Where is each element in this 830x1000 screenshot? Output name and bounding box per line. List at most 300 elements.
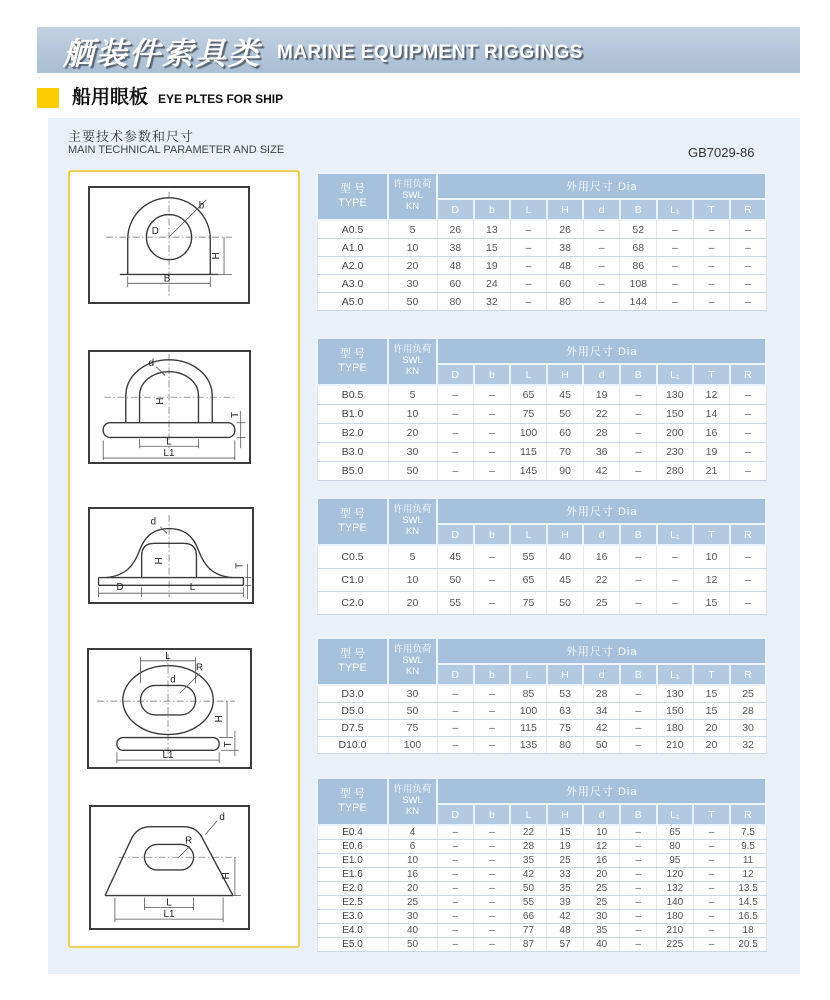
dim-cell: – (730, 385, 767, 405)
dim-group-header: 外用尺寸 Dia (437, 638, 766, 664)
dim-cell: 18 (730, 924, 767, 938)
type-cell: E3.0 (317, 910, 388, 924)
dim-cell: 6 (388, 840, 437, 854)
dim-cell: – (730, 405, 767, 424)
dim-cell: – (620, 854, 657, 868)
col-L: L (510, 364, 547, 385)
dim-label-D: D (151, 226, 159, 238)
swl-line-zh: 许用负荷 (393, 784, 432, 796)
dim-cell: 5 (388, 545, 437, 569)
dim-cell: – (474, 569, 511, 592)
yellow-bullet-icon (37, 88, 59, 108)
type-cell: D3.0 (317, 685, 388, 703)
col-R: R (730, 199, 767, 220)
dim-cell: – (693, 239, 730, 257)
dim-label-T: T (234, 562, 246, 569)
dim-cell: – (730, 424, 767, 443)
type-header (317, 173, 388, 220)
type-header (317, 338, 388, 385)
dim-cell: 35 (510, 854, 547, 868)
type-cell: D5.0 (317, 703, 388, 720)
col-T: T (693, 664, 730, 685)
spec-row (317, 825, 766, 840)
dim-cell: – (657, 592, 694, 615)
dim-cell: – (620, 868, 657, 882)
col-D: D (437, 664, 474, 685)
col-L: L (510, 199, 547, 220)
spec-row (317, 910, 766, 924)
banner-title-zh: 舾装件索具类 (63, 35, 261, 71)
swl-line-unit: KN (405, 200, 420, 212)
spec-table-c (316, 497, 767, 615)
dim-label-L: L (189, 582, 196, 594)
dim-cell: 75 (547, 720, 584, 737)
dim-cell: – (510, 220, 547, 239)
dim-cell: 60 (437, 275, 474, 293)
type-cell: E2.5 (317, 896, 388, 910)
dim-cell: – (693, 924, 730, 938)
col-b: b (474, 664, 511, 685)
dim-cell: – (474, 924, 511, 938)
col-D: D (437, 199, 474, 220)
dim-cell: 25 (547, 854, 584, 868)
dim-cell: 40 (547, 545, 584, 569)
swl-line-en: SWL (402, 190, 423, 202)
table-b-body (317, 385, 766, 481)
dim-cell: – (437, 868, 474, 882)
dim-cell: 230 (657, 443, 694, 462)
dim-label-H: H (221, 872, 233, 880)
dim-cell: – (583, 239, 620, 257)
type-header-zh: 型 号 (339, 647, 366, 660)
dim-cell: 15 (693, 592, 730, 615)
eye-plate-b-drawing (90, 352, 249, 462)
dim-cell: 22 (583, 405, 620, 424)
swl-line-zh: 许用负荷 (393, 179, 432, 191)
dim-cell: 30 (730, 720, 767, 737)
type-cell: B3.0 (317, 443, 388, 462)
dim-cell: – (657, 569, 694, 592)
dim-cell: – (474, 405, 511, 424)
dim-cell: 26 (547, 220, 584, 239)
dim-label-H: H (155, 397, 167, 405)
swl-line-en: SWL (402, 655, 423, 667)
dim-cell: – (437, 825, 474, 840)
table-a-body (317, 220, 766, 311)
dim-cell: 32 (474, 293, 511, 311)
dim-cell: – (620, 703, 657, 720)
dim-cell: 14.5 (730, 896, 767, 910)
dim-cell: 100 (510, 703, 547, 720)
type-header-en: TYPE (338, 361, 367, 374)
dim-label-R: R (185, 835, 193, 847)
col-b: b (474, 524, 511, 545)
dim-cell: 120 (657, 868, 694, 882)
dim-cell: – (693, 257, 730, 275)
col-L1: L₁ (657, 804, 694, 825)
dim-cell: – (474, 720, 511, 737)
dim-cell: 10 (583, 825, 620, 840)
diagram-type-a (88, 186, 250, 304)
swl-line-unit: KN (405, 525, 420, 537)
type-cell: C1.0 (317, 569, 388, 592)
dim-cell: – (474, 443, 511, 462)
dim-cell: 25 (388, 896, 437, 910)
dim-cell: 85 (510, 685, 547, 703)
dim-cell: 12 (583, 840, 620, 854)
type-cell: E0.6 (317, 840, 388, 854)
type-cell: B0.5 (317, 385, 388, 405)
table-b-header (317, 338, 766, 385)
dim-cell: 20 (388, 592, 437, 615)
standard-code: GB7029-86 (688, 145, 755, 160)
dim-cell: 50 (388, 938, 437, 952)
dim-cell: 16 (693, 424, 730, 443)
dim-cell: 15 (474, 239, 511, 257)
dim-cell: – (437, 854, 474, 868)
dim-cell: 5 (388, 220, 437, 239)
spec-row (317, 896, 766, 910)
dim-cell: – (657, 220, 694, 239)
type-header-zh: 型 号 (339, 787, 366, 800)
dim-cell: – (730, 257, 767, 275)
dim-cell: 52 (620, 220, 657, 239)
type-cell: B1.0 (317, 405, 388, 424)
table-d-body (317, 685, 766, 754)
dim-cell: 50 (510, 882, 547, 896)
dim-cell: – (620, 545, 657, 569)
col-L: L (510, 524, 547, 545)
dim-cell: – (620, 910, 657, 924)
type-header (317, 498, 388, 545)
dim-cell: – (510, 257, 547, 275)
dim-cell: 225 (657, 938, 694, 952)
dim-cell: 25 (583, 882, 620, 896)
dim-cell: 10 (388, 854, 437, 868)
dim-cell: 40 (583, 938, 620, 952)
col-L1: L₁ (657, 524, 694, 545)
col-d: d (583, 199, 620, 220)
dim-cell: 20.5 (730, 938, 767, 952)
spec-row (317, 720, 766, 737)
dim-group-header: 外用尺寸 Dia (437, 778, 766, 804)
dim-cell: 140 (657, 896, 694, 910)
col-R: R (730, 664, 767, 685)
diagram-type-b (88, 350, 251, 464)
dim-cell: 20 (388, 257, 437, 275)
dim-cell: 180 (657, 720, 694, 737)
dim-cell: 28 (730, 703, 767, 720)
dim-cell: – (474, 545, 511, 569)
dim-cell: 22 (583, 569, 620, 592)
spec-row (317, 424, 766, 443)
dim-cell: – (657, 239, 694, 257)
dim-cell: 70 (547, 443, 584, 462)
eye-plate-a-drawing (90, 188, 248, 302)
dim-label-d: d (148, 357, 155, 369)
dim-cell: 42 (510, 868, 547, 882)
type-cell: A0.5 (317, 220, 388, 239)
dim-cell: 32 (730, 737, 767, 754)
spec-row (317, 220, 766, 239)
dim-cell: – (620, 720, 657, 737)
col-D: D (437, 804, 474, 825)
dim-cell: – (730, 569, 767, 592)
type-header (317, 638, 388, 685)
type-header-en: TYPE (338, 661, 367, 674)
dim-cell: – (474, 462, 511, 481)
type-cell: A5.0 (317, 293, 388, 311)
dim-cell: 86 (620, 257, 657, 275)
dim-cell: 45 (547, 385, 584, 405)
spec-row (317, 443, 766, 462)
spec-row (317, 239, 766, 257)
dim-cell: 150 (657, 703, 694, 720)
dim-cell: – (657, 545, 694, 569)
col-H: H (547, 664, 584, 685)
dim-cell: 10 (388, 405, 437, 424)
dim-cell: – (474, 825, 511, 840)
spec-row (317, 462, 766, 481)
spec-row (317, 938, 766, 952)
dim-cell: 20 (693, 737, 730, 754)
dim-cell: 38 (437, 239, 474, 257)
diagram-type-c (88, 507, 254, 604)
dim-cell: 55 (437, 592, 474, 615)
section-title-zh: 船用眼板 (72, 87, 149, 108)
dim-cell: – (730, 462, 767, 481)
dim-cell: 42 (583, 720, 620, 737)
dim-cell: 130 (657, 685, 694, 703)
col-R: R (730, 364, 767, 385)
dim-cell: 80 (657, 840, 694, 854)
type-header-en: TYPE (338, 196, 367, 209)
dim-cell: 87 (510, 938, 547, 952)
dim-cell: 50 (547, 405, 584, 424)
dim-cell: 11 (730, 854, 767, 868)
dim-cell: – (474, 840, 511, 854)
dim-cell: 16 (583, 545, 620, 569)
dim-cell: – (583, 293, 620, 311)
col-H: H (547, 804, 584, 825)
dim-cell: – (583, 275, 620, 293)
dim-cell: – (620, 882, 657, 896)
spec-row (317, 854, 766, 868)
dim-cell: 30 (388, 685, 437, 703)
dim-cell: 15 (693, 703, 730, 720)
spec-row (317, 275, 766, 293)
dim-label-R: R (195, 662, 204, 674)
dim-cell: – (620, 424, 657, 443)
dim-label-T: T (229, 411, 241, 418)
col-T: T (693, 199, 730, 220)
dim-cell: – (583, 257, 620, 275)
dim-label-T: T (222, 741, 234, 748)
dim-label-H: H (214, 715, 226, 723)
type-cell: E5.0 (317, 938, 388, 952)
dim-cell: 19 (547, 840, 584, 854)
dim-cell: – (620, 825, 657, 840)
swl-header (388, 498, 437, 545)
dim-cell: 115 (510, 443, 547, 462)
dim-cell: 80 (547, 293, 584, 311)
col-D: D (437, 364, 474, 385)
dim-label-L: L (166, 436, 172, 448)
dim-cell: 75 (388, 720, 437, 737)
dim-cell: – (437, 703, 474, 720)
dim-cell: – (730, 275, 767, 293)
dim-cell: 65 (510, 569, 547, 592)
spec-row (317, 592, 766, 615)
col-B: B (620, 199, 657, 220)
dim-cell: 135 (510, 737, 547, 754)
dim-cell: 75 (510, 592, 547, 615)
dim-label-b: b (198, 200, 205, 212)
dim-cell: 16 (388, 868, 437, 882)
dim-cell: 15 (547, 825, 584, 840)
dim-cell: 48 (437, 257, 474, 275)
dim-cell: 39 (547, 896, 584, 910)
dim-cell: – (474, 938, 511, 952)
banner-title-en: MARINE EQUIPMENT RIGGINGS (277, 42, 583, 63)
dim-cell: 35 (583, 924, 620, 938)
dim-cell: – (693, 293, 730, 311)
dim-cell: – (510, 275, 547, 293)
dim-cell: 50 (547, 592, 584, 615)
swl-header (388, 173, 437, 220)
table-e-header (317, 778, 766, 825)
dim-cell: 34 (583, 703, 620, 720)
dim-cell: 28 (583, 685, 620, 703)
dim-cell: 26 (437, 220, 474, 239)
dim-cell: 42 (583, 462, 620, 481)
subtitle-en: MAIN TECHNICAL PARAMETER AND SIZE (68, 144, 285, 156)
type-cell: E2.0 (317, 882, 388, 896)
dim-cell: – (730, 293, 767, 311)
dim-cell: 145 (510, 462, 547, 481)
dim-cell: – (620, 737, 657, 754)
spec-row (317, 882, 766, 896)
dim-cell: 20 (388, 424, 437, 443)
subtitle-zh: 主要技术参数和尺寸 (68, 129, 195, 144)
type-cell: D7.5 (317, 720, 388, 737)
dim-cell: – (437, 896, 474, 910)
dim-cell: 80 (437, 293, 474, 311)
dim-cell: – (693, 840, 730, 854)
spec-row (317, 293, 766, 311)
dim-cell: 132 (657, 882, 694, 896)
dim-cell: 200 (657, 424, 694, 443)
dim-cell: 60 (547, 275, 584, 293)
dim-cell: 53 (547, 685, 584, 703)
swl-line-unit: KN (405, 365, 420, 377)
dim-cell: 65 (510, 385, 547, 405)
dim-cell: – (474, 385, 511, 405)
dim-cell: – (474, 896, 511, 910)
diagram-type-e (89, 805, 250, 930)
dim-cell: – (730, 592, 767, 615)
dim-cell: – (730, 443, 767, 462)
col-L1: L₁ (657, 364, 694, 385)
dim-cell: 4 (388, 825, 437, 840)
dim-cell: 150 (657, 405, 694, 424)
dim-cell: – (437, 685, 474, 703)
content-panel (48, 118, 800, 974)
dim-cell: 5 (388, 385, 437, 405)
table-e-body (317, 825, 766, 952)
type-cell: C0.5 (317, 545, 388, 569)
spec-table-a (316, 172, 767, 311)
dim-label-d: d (170, 674, 176, 686)
swl-header (388, 638, 437, 685)
dim-cell: – (620, 938, 657, 952)
col-B: B (620, 804, 657, 825)
dim-cell: – (657, 257, 694, 275)
type-header-zh: 型 号 (339, 182, 366, 195)
dim-cell: – (620, 840, 657, 854)
col-L1: L₁ (657, 199, 694, 220)
dim-cell: – (474, 424, 511, 443)
dim-cell: 24 (474, 275, 511, 293)
dim-cell: 60 (547, 424, 584, 443)
dim-cell: – (474, 882, 511, 896)
dim-cell: – (657, 293, 694, 311)
dim-cell: 108 (620, 275, 657, 293)
dim-cell: 66 (510, 910, 547, 924)
col-T: T (693, 524, 730, 545)
dim-cell: 50 (388, 703, 437, 720)
dim-cell: 16 (583, 854, 620, 868)
dim-cell: 65 (657, 825, 694, 840)
dim-cell: 55 (510, 545, 547, 569)
dim-cell: 7.5 (730, 825, 767, 840)
dim-cell: 19 (474, 257, 511, 275)
type-header-en: TYPE (338, 521, 367, 534)
dim-cell: 42 (547, 910, 584, 924)
dim-cell: – (620, 462, 657, 481)
dim-cell: 68 (620, 239, 657, 257)
dim-cell: 13 (474, 220, 511, 239)
dim-cell: – (693, 938, 730, 952)
table-a-header (317, 173, 766, 220)
dim-cell: 13.5 (730, 882, 767, 896)
dim-cell: 45 (437, 545, 474, 569)
col-H: H (547, 524, 584, 545)
dim-cell: 50 (388, 462, 437, 481)
col-L: L (510, 804, 547, 825)
col-R: R (730, 524, 767, 545)
dim-cell: – (474, 868, 511, 882)
dim-cell: – (510, 293, 547, 311)
dim-cell: 77 (510, 924, 547, 938)
dim-cell: 95 (657, 854, 694, 868)
dim-cell: – (437, 938, 474, 952)
dim-cell: – (730, 545, 767, 569)
dim-cell: 20 (388, 882, 437, 896)
dim-cell: – (437, 737, 474, 754)
section-title-en: EYE PLTES FOR SHIP (158, 92, 284, 106)
dim-cell: 28 (583, 424, 620, 443)
dim-cell: 280 (657, 462, 694, 481)
dim-cell: 50 (583, 737, 620, 754)
dim-cell: 210 (657, 737, 694, 754)
col-L1: L₁ (657, 664, 694, 685)
dim-cell: – (474, 910, 511, 924)
dim-cell: 75 (510, 405, 547, 424)
table-c-header (317, 498, 766, 545)
dim-label-B: B (163, 273, 171, 285)
swl-line-zh: 许用负荷 (393, 504, 432, 516)
